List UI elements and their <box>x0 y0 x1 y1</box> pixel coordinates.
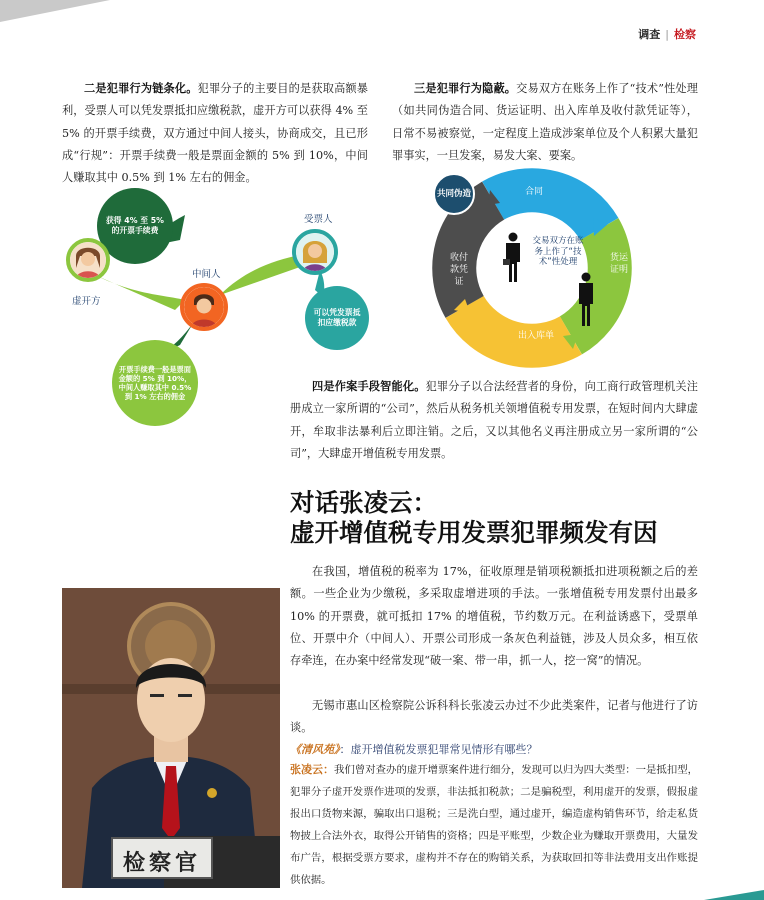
question-text: 虚开增值税发票犯罪常见情形有哪些？ <box>350 743 538 756</box>
businessman-icon <box>576 272 596 326</box>
prosecutor-plaque: 检察官 <box>122 850 201 876</box>
corner-decoration-bottom <box>704 890 764 900</box>
paragraph-chain <box>62 78 368 189</box>
answer-text: 我们曾对查办的虚开增票案件进行细分，发现可以归为四大类型：一是抵扣型，犯罪分子虚开发票作进项的发票，非法抵扣税款；二是骗税型，利用虚开的发票，假报虚报出口货物来源，骗取出口退税；三是洗白型，通过虚开，编造虚构销售环节，给走私货物披上合法外衣，取得公开销售的资格；四是平账型，少数企业为赚取开票费用，大量发布广告，根据受票方要求，虚构并不存在的购销关系，为获取回扣等非法费用支出作账提供依据。 <box>290 764 699 886</box>
issuer-gain-bubble: 获得 4% 至 5% 的开票手续费 <box>97 188 173 264</box>
recipient-avatar <box>292 229 338 275</box>
speaker-name: 张凌云： <box>290 763 335 776</box>
cycle-center-text: 交易双方在账务上作了“技术”性处理 <box>532 236 584 267</box>
connector-issuer-middle <box>95 275 185 310</box>
paragraph-lead: 二是犯罪行为链条化。 <box>84 82 198 95</box>
middleman-label: 中间人 <box>192 269 221 280</box>
article-title-line2: 虚开增值税专用发票犯罪频发有因 <box>290 518 658 547</box>
person-icon <box>70 242 106 278</box>
paragraph-body: 犯罪分子以合法经营者的身份，向工商行政管理机关注册成立一家所谓的“公司”，然后从税务机关领增值税专用发票，在短时间内大肆虚开，牟取非法暴利后立即注销。之后，又以其他名义再注册成立另一家所谓的“公司”，大肆虚开增值税专用发票。 <box>290 380 698 460</box>
article-intro: 在我国，增值税的税率为 17%，征收原理是销项税额抵扣进项税额之后的差额。一些企业为少缴税，多采取虚增进项的手法。一张增值税专用发票付出最多 10% 的开票费，就可抵扣 17% 的增值税，节约数万元。在利益诱惑下，受票单位、开票中介（中间人）、开票公司形成一条灰色利益链，涉及人员众多，相互依存牵连，在办案中经常发现“破一案、带一串，抓一人，挖一窝”的情况。 <box>290 565 698 668</box>
person-icon <box>184 287 224 327</box>
portrait-illustration <box>62 588 280 888</box>
issuer-avatar <box>66 238 110 282</box>
paragraph-body: 犯罪分子的主要目的是获取高额暴利，受票人可以凭发票抵扣应缴税款，虚开方可以获得 4% 至 5% 的开票手续费，双方通过中间人接头，协商成交，且已形成“行规”：开票手续费一般是票面金额的 5% 到 10%，中间人赚取其中 0.5% 到 1% 左右的佣金。 <box>62 82 368 185</box>
article-title-line1: 对话张凌云： <box>290 488 437 517</box>
paragraph-intelligent <box>290 376 698 465</box>
recipient-gain-bubble: 可以凭发票抵扣应缴税款 <box>305 286 369 350</box>
interview-answer <box>290 759 698 891</box>
prosecutor-photo <box>62 588 280 888</box>
issuer-label: 虚开方 <box>72 296 101 307</box>
forgery-badge: 共同伪造 <box>433 173 475 215</box>
paragraph-body: 交易双方在账务上作了“技术”性处理（如共同伪造合同、货运证明、出入库单及收付款凭证等），日常不易被察觉，一定程度上造成涉案单位及个人积累大量犯罪事实，一旦发案，易发大案、要案。 <box>392 82 698 162</box>
segment-label: 收付款凭证 <box>449 253 468 287</box>
recipient-label: 受票人 <box>304 214 333 225</box>
segment-label: 合同 <box>524 187 543 197</box>
segment-label: 出入库单 <box>517 331 554 341</box>
magazine-name: 《清风苑》 <box>290 743 340 756</box>
segment-label: 货运证明 <box>609 253 628 275</box>
interview-question: 《清风苑》：虚开增值税发票犯罪常见情形有哪些？ <box>290 743 538 756</box>
paragraph-concealment <box>392 78 698 167</box>
middleman-avatar <box>180 283 228 331</box>
section-header: 调查 | 检察 <box>638 28 696 41</box>
section-label: 调查 <box>638 28 661 41</box>
person-icon <box>296 233 334 271</box>
connector-middle-recipient <box>220 255 300 295</box>
paragraph-lead: 四是作案手段智能化。 <box>312 380 426 393</box>
article-intro-2: 无锡市惠山区检察院公诉科科长张凌云办过不少此类案件，记者与他进行了访谈。 <box>290 699 698 735</box>
middleman-fee-bubble: 开票手续费一般是票面金额的 5% 到 10%，中间人赚取其中 0.5% 到 1% 左右的佣金 <box>112 340 198 426</box>
businessman-icon <box>503 232 523 282</box>
subsection-label: 检察 <box>674 28 696 41</box>
corner-decoration <box>0 0 110 22</box>
paragraph-lead: 三是犯罪行为隐蔽。 <box>414 82 517 95</box>
